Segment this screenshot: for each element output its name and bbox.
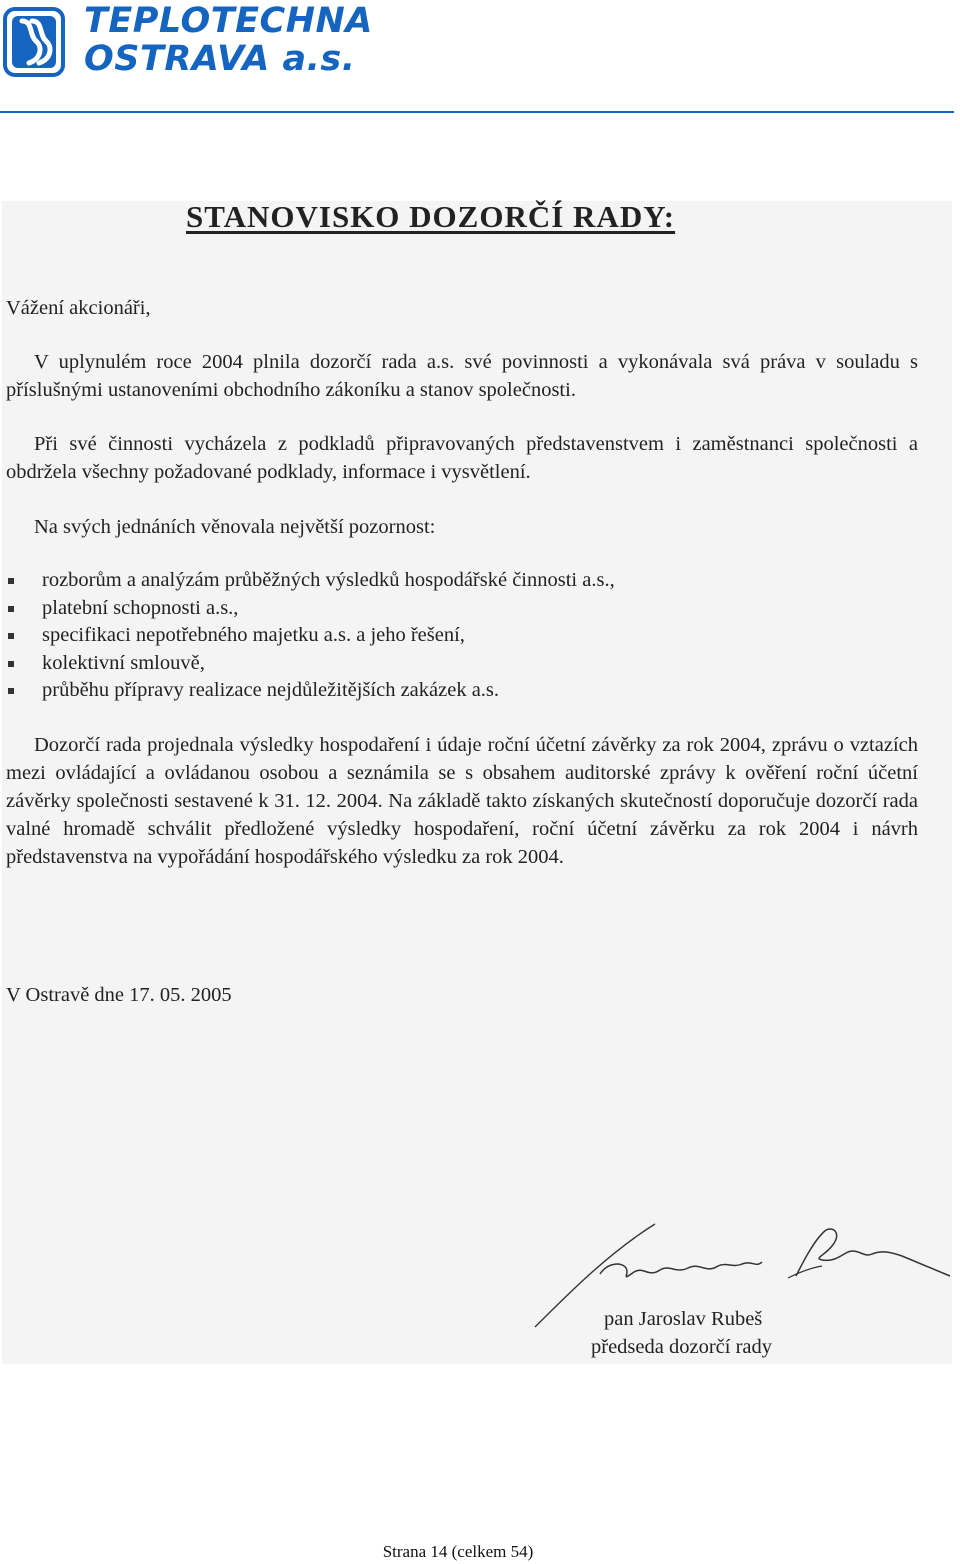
signatory-name: pan Jaroslav Rubeš <box>604 1308 763 1330</box>
signatory-role: předseda dozorčí rady <box>591 1336 772 1358</box>
bullet-square-icon <box>8 661 14 667</box>
bullet-square-icon <box>8 688 14 694</box>
paragraph-4: Dozorčí rada projednala výsledky hospodaření i údaje roční účetní závěrky za rok 2004, zprávu o vztazích mezi ovládající a ovládanou osobou a seznámila se s obsahem auditorské zprávy k ověření roční účetní závěrky společnosti sestavené k 31. 12. 2004. Na základě takto získaných skutečností doporučuje dozorčí rada valné hromadě schválit předložené výsledky hospodaření, roční účetní závěrku za rok 2004 i návrh představenstva na vypořádání hospodářského výsledku za rok 2004. <box>6 734 918 868</box>
place-and-date: V Ostravě dne 17. 05. 2005 <box>6 984 232 1006</box>
paragraph-1: V uplynulém roce 2004 plnila dozorčí rada a.s. své povinnosti a vykonávala svá práva v souladu s příslušnými ustanoveními obchodního zákoníku a stanov společnosti. <box>6 351 918 401</box>
paragraph-2: Při své činnosti vycházela z podkladů připravovaných představenstvem i zaměstnanci společnosti a obdržela všechny požadované podklady, informace i vysvětlení. <box>6 433 918 483</box>
list-item: průběhu přípravy realizace nejdůležitějších zakázek a.s. <box>6 677 615 705</box>
salutation: Vážení akcionáři, <box>6 297 151 319</box>
company-logo-icon <box>3 7 65 77</box>
bullet-square-icon <box>8 606 14 612</box>
list-item: specifikaci nepotřebného majetku a.s. a jeho řešení, <box>6 622 615 650</box>
company-logo-text <box>84 2 373 78</box>
logo-line-2: OSTRAVA a.s. <box>84 39 356 79</box>
page-number: Strana 14 (celkem 54) <box>382 1542 534 1561</box>
list-item: kolektivní smlouvě, <box>6 650 615 678</box>
list-item: platební schopnosti a.s., <box>6 595 615 623</box>
bullet-square-icon <box>8 633 14 639</box>
paragraph-3: Na svých jednáních věnovala největší pozornost: <box>34 516 436 538</box>
header-divider <box>0 111 954 113</box>
document-title: STANOVISKO DOZORČÍ RADY: <box>186 199 676 234</box>
logo-line-1: TEPLOTECHNA <box>84 1 373 41</box>
list-item: rozborům a analýzám průběžných výsledků hospodářské činnosti a.s., <box>6 567 615 595</box>
page-header <box>0 0 960 116</box>
bullet-square-icon <box>8 578 14 584</box>
attention-list <box>6 567 615 705</box>
